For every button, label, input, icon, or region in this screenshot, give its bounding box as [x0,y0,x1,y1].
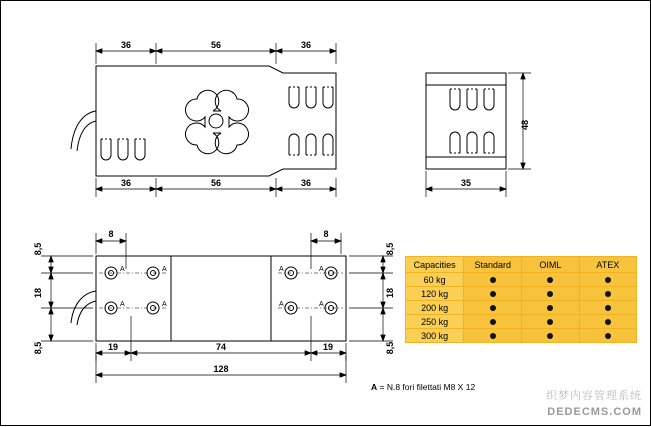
capacity-cell: 200 kg [406,301,464,315]
table-row [406,287,637,301]
standard-cell [464,301,522,315]
table-header-row [406,257,637,273]
table-row [406,301,637,315]
header-oiml: OIML [522,257,579,273]
dot-marker [490,305,496,311]
dim-bot-1: 36 [120,178,132,188]
hole-label-a-5: A [279,266,284,273]
dot-marker [490,277,496,283]
capacity-cell: 300 kg [406,329,464,343]
center-cutout [186,90,249,153]
hole-label-a-2: A [162,266,167,273]
dim-small-left: 8 [108,229,114,239]
dim-side-width: 35 [460,178,472,188]
bottom-view-outline [71,256,346,341]
hole-label-a-6: A [319,266,324,273]
technical-drawing [1,1,651,427]
dot-marker [490,319,496,325]
atex-cell [579,273,636,287]
top-view-outline [71,66,336,176]
oiml-cell [522,329,579,343]
atex-cell [579,315,636,329]
dot-marker [547,319,553,325]
atex-cell [579,329,636,343]
standard-cell [464,315,522,329]
dot-marker [547,333,553,339]
bottom-view-holes-right [285,267,337,314]
capacity-cell: 60 kg [406,273,464,287]
top-view-holes-right [289,87,333,155]
atex-cell [579,287,636,301]
capacities-table [405,256,637,343]
oiml-cell [522,287,579,301]
bottom-view-holes-left [105,267,159,314]
dim-bot-2: 56 [210,178,222,188]
capacity-cell: 250 kg [406,315,464,329]
dim-inner-3: 19 [322,342,334,352]
side-view-outline [426,73,506,169]
dot-marker [605,319,611,325]
hole-label-a-1: A [120,266,125,273]
bottom-view-top-small-dimensions [96,233,341,269]
watermark-line-1: 织梦内容管理系统 [546,390,642,402]
dim-inner-1: 19 [107,342,119,352]
dim-inner-2: 74 [215,342,227,352]
dot-marker [490,333,496,339]
capacity-cell: 120 kg [406,287,464,301]
dim-right-1: 8,5 [385,242,395,256]
dim-left-1: 8,5 [33,242,43,256]
legend-note [371,382,475,392]
side-view-holes [450,89,494,153]
hole-label-a-8: A [319,301,324,308]
dim-left-3: 8,5 [33,341,43,355]
oiml-cell [522,301,579,315]
dot-marker [605,305,611,311]
dot-marker [547,277,553,283]
dot-marker [547,305,553,311]
dot-marker [605,277,611,283]
dot-marker [605,291,611,297]
dim-top-1: 36 [120,40,132,50]
dim-small-right: 8 [323,229,329,239]
table-row [406,329,637,343]
table-row [406,315,637,329]
dim-right-2: 18 [385,287,395,299]
table-row [406,273,637,287]
dot-marker [605,333,611,339]
standard-cell [464,273,522,287]
dim-top-3: 36 [300,40,312,50]
legend-note-text: = N.8 fori filettati M8 X 12 [377,382,476,392]
atex-cell [579,301,636,315]
header-atex: ATEX [579,257,636,273]
watermark-line-2: DEDECMS.COM [547,406,642,418]
hole-label-a-3: A [120,301,125,308]
dim-overall: 128 [213,364,229,374]
standard-cell [464,287,522,301]
dot-marker [490,291,496,297]
dim-side-height: 48 [520,119,530,131]
oiml-cell [522,315,579,329]
legend-note-prefix: A [371,382,378,392]
bottom-view-inner-dimensions [96,316,346,361]
dim-left-2: 18 [33,287,43,299]
hole-label-a-4: A [162,301,167,308]
oiml-cell [522,273,579,287]
hole-label-a-7: A [279,301,284,308]
bottom-view-left-dimensions [41,256,93,341]
top-view-holes-left [101,139,145,160]
dim-bot-3: 36 [300,178,312,188]
header-standard: Standard [464,257,522,273]
header-capacities: Capacities [406,257,464,273]
dim-top-2: 56 [210,40,222,50]
dim-right-3: 8,5 [385,341,395,355]
dot-marker [547,291,553,297]
standard-cell [464,329,522,343]
